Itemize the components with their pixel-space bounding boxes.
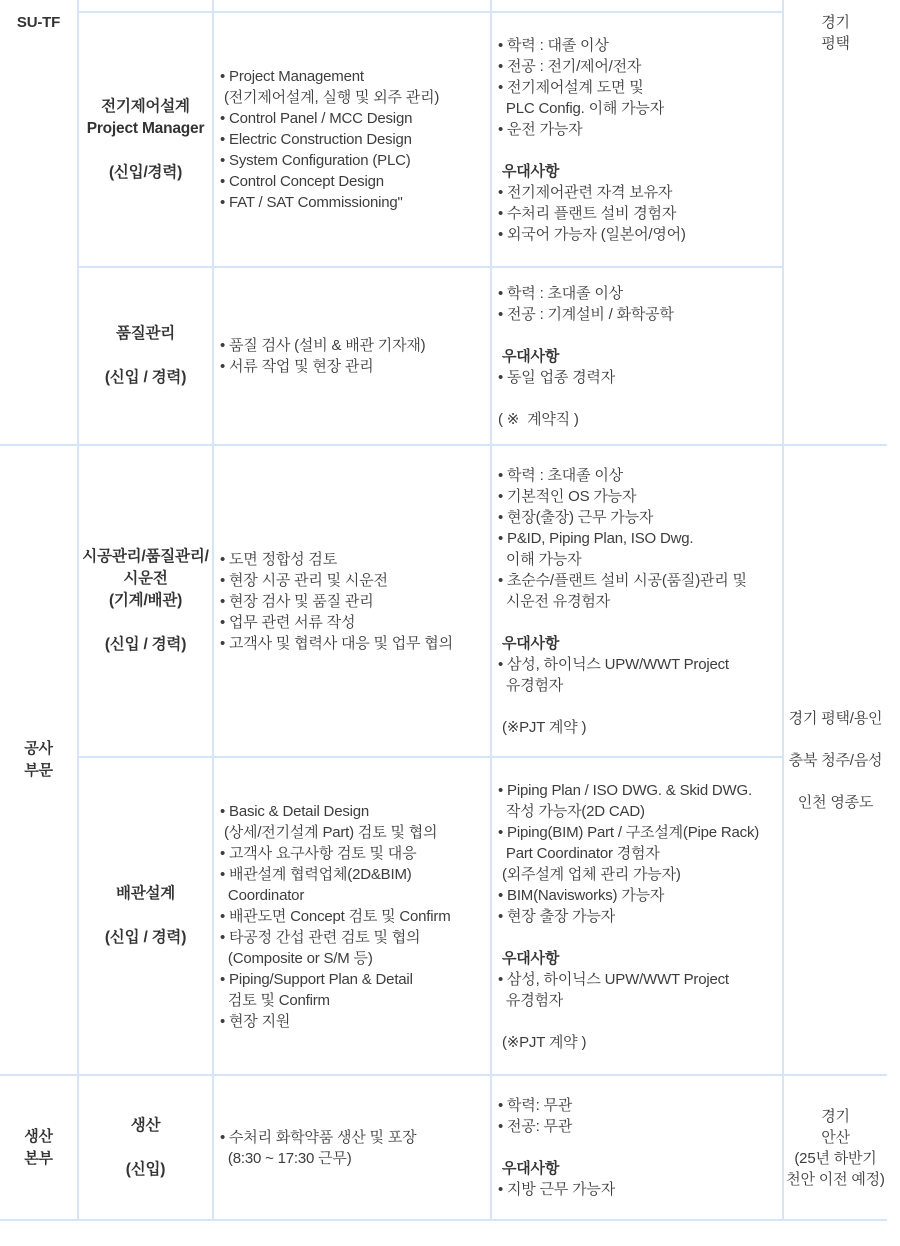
text-line: • 도면 정합성 검토 (220, 550, 337, 568)
text-line: • System Configuration (PLC) (220, 152, 411, 169)
position-cell-content (79, 883, 212, 949)
empty-cell (491, 0, 783, 12)
text-line: • 수처리 화학약품 생산 및 포장 (220, 1128, 417, 1146)
qualifications-cell (491, 445, 783, 757)
location-cell-content (784, 708, 887, 813)
partial-row (0, 0, 887, 12)
qualifications-cell (491, 267, 783, 445)
location-cell-content (784, 0, 887, 54)
text-line (79, 345, 212, 367)
text-line: • 전기제어관련 자격 보유자 (498, 183, 673, 201)
text-line: 작성 가능자(2D CAD) (498, 802, 645, 820)
text-line: • 삼성, 하이닉스 UPW/WWT Project (498, 655, 729, 673)
text-line: 경기 (821, 1107, 850, 1125)
text-line: 전기제어설계 (101, 97, 190, 115)
text-line: 안산 (821, 1128, 850, 1146)
text-line: 유경험자 (498, 991, 564, 1009)
text-line (784, 729, 887, 750)
text-line: • BIM(Navisworks) 가능자 (498, 886, 665, 904)
text-line (498, 388, 782, 409)
text-line: (신입) (125, 1160, 166, 1178)
duties-cell (213, 445, 491, 757)
qualifications-cell (491, 1075, 783, 1220)
text-line: 우대사항 (498, 162, 560, 180)
text-line: • 서류 작업 및 현장 관리 (220, 358, 374, 375)
text-line: • 현장 지원 (220, 1012, 291, 1030)
qualifications-cell-content (492, 283, 782, 430)
text-line: 충북 청주/음성 (788, 751, 883, 769)
table-row (0, 12, 887, 267)
qualifications-cell (491, 12, 783, 267)
qualifications-cell-content (492, 780, 782, 1053)
text-line: • 수처리 플랜트 설비 경험자 (498, 204, 677, 222)
text-line: 시운전 (123, 570, 168, 587)
text-line: 인천 영종도 (797, 793, 874, 811)
text-line: • 타공정 간섭 관련 검토 및 협의 (220, 928, 421, 946)
text-line: 부문 (24, 762, 53, 779)
qualifications-cell-content (492, 1095, 782, 1200)
department-cell-content (0, 0, 77, 34)
text-line: 시공관리/품질관리/ (82, 548, 209, 565)
duties-cell (213, 1075, 491, 1220)
duties-cell-content (214, 335, 490, 377)
text-line: • 현장 검사 및 품질 관리 (220, 592, 374, 610)
table-row (0, 1075, 887, 1220)
duties-cell-content (214, 1127, 490, 1169)
text-line: 경기 평택/용인 (788, 709, 883, 727)
position-cell-content (79, 96, 212, 184)
table-row (0, 757, 887, 1075)
duties-cell-content (214, 66, 490, 213)
text-line: 경기 (821, 14, 850, 31)
text-line: Project Manager (86, 119, 205, 137)
text-line: 우대사항 (498, 1160, 560, 1177)
text-line: 시운전 유경험자 (498, 592, 610, 610)
text-line (498, 1011, 782, 1032)
text-line: • 학력 : 대졸 이상 (498, 36, 609, 54)
text-line: • 전공 : 기계설비 / 화학공학 (498, 305, 674, 323)
text-line (79, 905, 212, 927)
text-line (498, 612, 782, 633)
text-line: 유경험자 (498, 676, 564, 694)
text-line: SU-TF (16, 14, 61, 31)
text-line: • 현장 시공 관리 및 시운전 (220, 571, 388, 589)
text-line: 검토 및 Confirm (220, 991, 330, 1009)
text-line: • 학력 : 초대졸 이상 (498, 466, 623, 484)
text-line (498, 927, 782, 948)
text-line: • P&ID, Piping Plan, ISO Dwg. (498, 529, 694, 547)
department-cell-content (0, 1126, 77, 1170)
duties-cell (213, 757, 491, 1075)
text-line: • Piping Plan / ISO DWG. & Skid DWG. (498, 781, 752, 799)
text-line: (기계/배관) (108, 592, 183, 609)
position-cell (78, 757, 213, 1075)
text-line: • Project Management (220, 68, 364, 85)
text-line (79, 612, 212, 634)
text-line: • 전기제어설계 도면 및 (498, 78, 644, 96)
text-line: 생산 (24, 1127, 53, 1145)
department-cell (0, 1075, 78, 1220)
text-line: Coordinator (220, 886, 305, 904)
text-line: 이해 가능자 (498, 550, 582, 568)
text-line: • Control Concept Design (220, 173, 384, 190)
text-line: • 외국어 가능자 (일본어/영어) (498, 225, 686, 243)
text-line: Part Coordinator 경험자 (498, 844, 660, 862)
text-line: • 삼성, 하이닉스 UPW/WWT Project (498, 970, 729, 988)
department-cell (0, 0, 78, 445)
text-line: • 동일 업종 경력자 (498, 368, 615, 386)
position-cell (78, 1075, 213, 1220)
qualifications-cell (491, 757, 783, 1075)
text-line: 품질관리 (115, 325, 176, 342)
text-line: • 현장 출장 가능자 (498, 907, 615, 925)
location-cell (783, 445, 887, 1075)
location-cell (783, 1075, 887, 1220)
text-line: • 고객사 요구사항 검토 및 대응 (220, 844, 417, 862)
table-row (0, 267, 887, 445)
text-line: 우대사항 (498, 634, 560, 652)
text-line (79, 1137, 212, 1159)
text-line: • 학력 : 초대졸 이상 (498, 284, 623, 302)
text-line (498, 325, 782, 346)
department-cell-content (0, 738, 77, 782)
text-line: • 품질 검사 (설비 & 배관 기자재) (220, 337, 426, 354)
duties-cell-content (214, 801, 490, 1032)
duties-cell (213, 12, 491, 267)
department-cell (0, 445, 78, 1075)
duties-cell-content (214, 549, 490, 654)
table-row (0, 445, 887, 757)
duties-cell (213, 267, 491, 445)
qualifications-cell-content (492, 35, 782, 245)
text-line: • 현장(출장) 근무 가능자 (498, 508, 654, 526)
position-cell (78, 12, 213, 267)
text-line (784, 771, 887, 792)
text-line: 본부 (24, 1149, 53, 1167)
text-line: • 학력: 무관 (498, 1097, 573, 1114)
location-cell (783, 0, 887, 445)
text-line: (신입 / 경력) (104, 929, 187, 946)
text-line: • 배관설계 협력업체(2D&BIM) (220, 865, 412, 883)
text-line: (8:30 ~ 17:30 근무) (220, 1149, 352, 1167)
text-line: • Piping/Support Plan & Detail (220, 970, 413, 988)
text-line: (신입 / 경력) (104, 369, 187, 386)
text-line: 평택 (821, 35, 850, 52)
text-line: • 초순수/플랜트 설비 시공(품질)관리 및 (498, 571, 747, 589)
text-line (498, 140, 782, 161)
text-line: (신입/경력) (108, 163, 183, 181)
text-line: 생산 (130, 1116, 161, 1134)
text-line: • 지방 근무 가능자 (498, 1181, 615, 1198)
text-line: • 운전 가능자 (498, 120, 583, 138)
text-line: (Composite or S/M 등) (220, 949, 373, 967)
text-line: PLC Config. 이해 가능자 (498, 99, 664, 117)
text-line: (신입 / 경력) (104, 636, 187, 653)
text-line: • FAT / SAT Commissioning" (220, 194, 403, 211)
text-line: (※PJT 계약 ) (498, 1033, 587, 1051)
text-line: • 업무 관련 서류 작성 (220, 613, 356, 631)
text-line: (외주설계 업체 관리 가능자) (498, 865, 681, 883)
text-line: (※PJT 계약 ) (498, 718, 587, 736)
qualifications-cell-content (492, 465, 782, 738)
position-cell (78, 267, 213, 445)
text-line: • Basic & Detail Design (220, 802, 370, 820)
text-line (498, 1137, 782, 1158)
text-line: 공사 (24, 740, 53, 757)
text-line: • Control Panel / MCC Design (220, 110, 413, 127)
empty-cell (78, 0, 213, 12)
text-line: 우대사항 (498, 347, 560, 365)
position-cell (78, 445, 213, 757)
text-line (79, 140, 212, 162)
text-line: • 기본적인 OS 가능자 (498, 487, 637, 505)
text-line: 배관설계 (115, 885, 176, 902)
text-line: • Piping(BIM) Part / 구조설계(Pipe Rack) (498, 823, 760, 841)
text-line: • 전공 : 전기/제어/전자 (498, 57, 642, 75)
position-cell-content (79, 323, 212, 389)
text-line: (상세/전기설계 Part) 검토 및 협의 (220, 823, 438, 841)
text-line: 우대사항 (498, 949, 560, 967)
position-cell-content (79, 546, 212, 656)
text-line: 천안 이전 예정) (786, 1170, 885, 1188)
text-line: • 고객사 및 협력사 대응 및 업무 협의 (220, 634, 453, 652)
position-cell-content (79, 1115, 212, 1181)
text-line: • 배관도면 Concept 검토 및 Confirm (220, 907, 451, 925)
text-line: (25년 하반기 (794, 1149, 877, 1167)
text-line: • Electric Construction Design (220, 131, 412, 148)
text-line: • 전공: 무관 (498, 1118, 573, 1135)
text-line (498, 696, 782, 717)
text-line: (전기제어설계, 실행 및 외주 관리) (220, 89, 440, 106)
location-cell-content (784, 1106, 887, 1190)
text-line: ( ※ 계약직 ) (498, 410, 579, 428)
empty-cell (213, 0, 491, 12)
